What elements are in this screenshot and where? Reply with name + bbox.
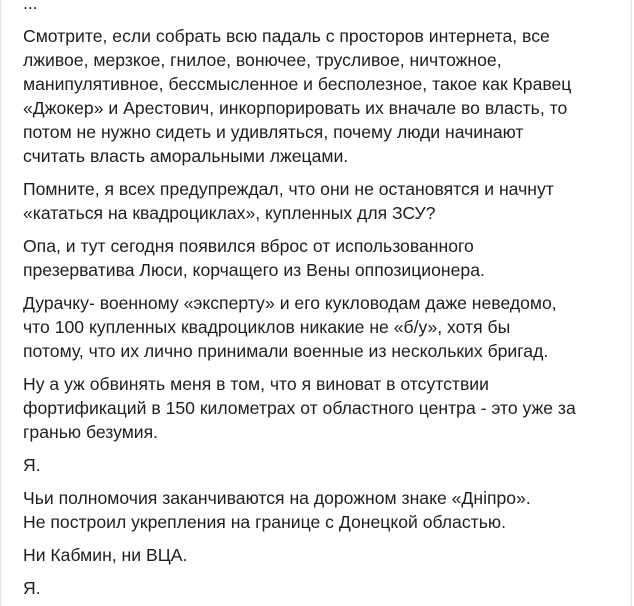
post-paragraph: Чьи полномочия заканчиваются на дорожном знаке «Дніпро». Не построил укрепления на границе с Донецкой областью. xyxy=(23,488,531,532)
post-paragraph: Я. xyxy=(23,578,41,598)
post-text xyxy=(23,0,615,606)
post-paragraph: Опа, и тут сегодня появился вброс от использованного презерватива Люси, корчащего из Вены оппозиционера. xyxy=(23,236,485,280)
post-paragraph: Я. xyxy=(23,455,41,475)
post-paragraph: Дурачку- военному «эксперту» и его кукловодам даже неведомо, что 100 купленных квадроциклов никакие не «б/у», хотя бы потому, что их лично принимали военные из нескольких бригад. xyxy=(23,293,557,361)
post-paragraph: Помните, я всех предупреждал, что они не остановятся и начнут «кататься на квадроциклах», купленных для ЗСУ? xyxy=(23,179,554,223)
post-paragraph: Ну а уж обвинять меня в том, что я виноват в отсутствии фортификаций в 150 километрах от областного центра - это уже за гранью безумия. xyxy=(23,374,576,442)
post-paragraph: Смотрите, если собрать всю падаль с просторов интернета, все лживое, мерзкое, гнилое, вонючее, трусливое, ничтожное, манипулятивное, бессмысленное и бесполезное, такое как Кравец «Джокер» и Арестович, инкорпорировать их вначале во власть, то потом не нужно сидеть и удивляться, почему люди начинают считать власть аморальными лжецами. xyxy=(23,26,572,166)
post-paragraph: ... xyxy=(23,0,38,13)
post-paragraph: Ни Кабмин, ни ВЦА. xyxy=(23,545,188,565)
